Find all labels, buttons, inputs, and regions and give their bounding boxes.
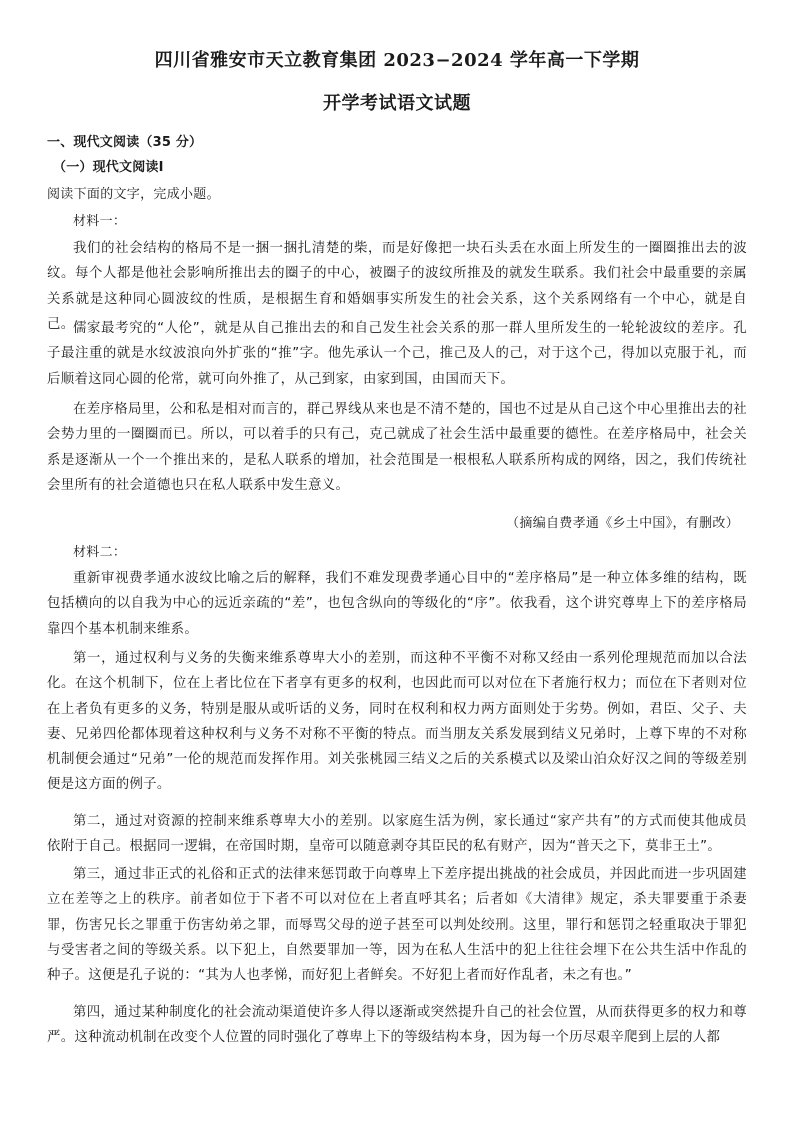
reading-instruction: 阅读下面的文字，完成小题。: [47, 187, 220, 202]
material1-label: 材料一：: [73, 214, 127, 229]
material2-paragraph: 第二，通过对资源的控制来维系尊卑大小的差别。以家庭生活为例，家长通过“家产共有”的方式而使其他成员依附于自己。根据同一逻辑，在帝国时期，皇帝可以随意剥夺其臣民的私有财产，因为“普天之下，莫非王土”。: [47, 814, 747, 855]
material1-source: （摘编自费孝通《乡土中国》，有删改）: [506, 516, 739, 531]
subsection-heading: （一）现代文阅读Ⅰ: [53, 160, 164, 175]
material2-paragraph: 第三，通过非正式的礼俗和正式的法律来惩罚敢于向尊卑上下差序提出挑战的社会成员，并因此而进一步巩固建立在差等之上的秩序。前者如位于下者不可以对位在上者直呼其名；后者如《大清律》规定，杀夫罪要重于杀妻罪，伤害兄长之罪重于伤害幼弟之罪，而辱骂父母的逆子甚至可以判处绞刑。这里，罪行和惩罚之轻重取决于罪犯与受害者之间的等级关系。以下犯上，自然要罪加一等，因为在私人生活中的犯上往往会埋下在公共生活中作乱的种子。这便是孔子说的：“其为人也孝悌，而好犯上者鲜矣。不好犯上者而好作乱者，未之有也。”: [47, 867, 747, 984]
material2-paragraph: 第一，通过权利与义务的失衡来维系尊卑大小的差别，而这种不平衡不对称又经由一系列伦理规范而加以合法化。在这个机制下，位在上者比位在下者享有更多的权利，也因此而可以对位在下者施行权力；而位在下者则对位在上者负有更多的义务，特别是服从或听话的义务，同时在权利和权力两方面则处于劣势。例如，君臣、父子、夫妻、兄弟四伦都体现着这种权利与义务不对称不平衡的特点。而当朋友关系发展到结义兄弟时，上尊下卑的不对称机制便会通过“兄弟”一伦的规范而发挥作用。刘关张桃园三结义之后的关系模式以及梁山泊众好汉之间的等级差别便是这方面的例子。: [47, 651, 747, 793]
section-heading: 一、现代文阅读（35 分）: [47, 135, 203, 150]
material2-label: 材料二：: [73, 545, 127, 560]
material1-paragraph: 儒家最考究的“人伦”，就是从自己推出去的和自己发生社会关系的那一群人里所发生的一轮轮波纹的差序。孔子最注重的就是水纹波浪向外扩张的“推”字。他先承认一个己，推己及人的己，对于这个己，得加以克服于礼，而后顺着这同心圆的伦常，就可向外推了，从己到家，由家到国，由国而天下。: [47, 321, 747, 387]
exam-title-line2: 开学考试语文试题: [323, 93, 471, 114]
material2-paragraph: 重新审视费孝通水波纹比喻之后的解释，我们不难发现费孝通心目中的“差序格局”是一种立体多维的结构，既包括横向的以自我为中心的远近亲疏的“差”，也包含纵向的等级化的“序”。依我看，这个讲究尊卑上下的差序格局靠四个基本机制来维系。: [47, 571, 747, 637]
exam-title-line1: 四川省雅安市天立教育集团 2023−2024 学年高一下学期: [154, 50, 640, 71]
material1-paragraph: 我们的社会结构的格局不是一捆一捆扎清楚的柴，而是好像把一块石头丢在水面上所发生的一圈圈推出去的波纹。每个人都是他社会影响所推出去的圈子的中心，被圈子的波纹所推及的就发生联系。我们社会中最重要的亲属关系就是这种同心圆波纹的性质，是根据生育和婚姻事实所发生的社会关系，这个关系网络有一个中心，就是自己。: [47, 241, 747, 332]
material2-paragraph: 第四，通过某种制度化的社会流动渠道使许多人得以逐渐或突然提升自己的社会位置，从而获得更多的权力和尊严。这种流动机制在改变个人位置的同时强化了尊卑上下的等级结构本身，因为每一个历尽艰辛爬到上层的人都: [47, 1005, 747, 1046]
material1-paragraph: 在差序格局里，公和私是相对而言的，群己界线从来也是不清不楚的，国也不过是从自己这个中心里推出去的社会势力里的一圈圈而已。所以，可以着手的只有己，克己就成了社会生活中最重要的德性。在差序格局中，社会关系是逐渐从一个一个推出来的，是私人联系的增加，社会范围是一根根私人联系所构成的网络，因之，我们传统社会里所有的社会道德也只在私人联系中发生意义。: [47, 402, 747, 493]
